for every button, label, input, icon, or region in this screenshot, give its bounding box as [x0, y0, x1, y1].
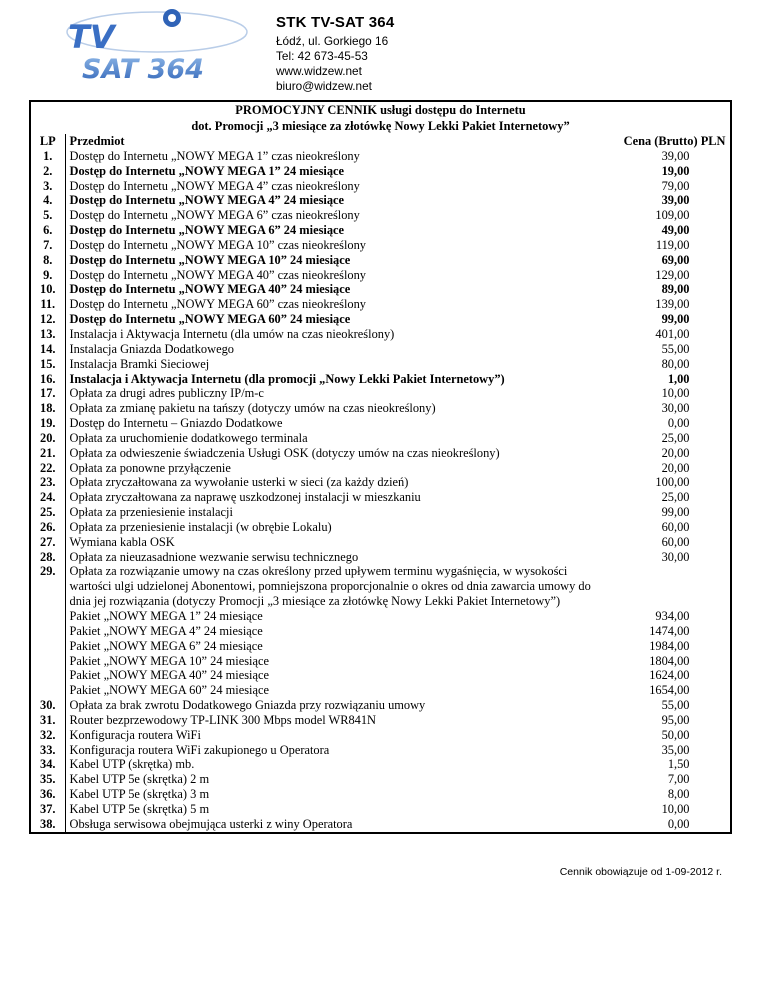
row-item: Kabel UTP (skrętka) mb.	[69, 757, 195, 772]
price-list-title	[31, 102, 730, 134]
row-item: Opłata zryczałtowana za naprawę uszkodzonej instalacji w mieszkaniu	[69, 490, 421, 505]
row-price: 0,00	[667, 816, 690, 831]
row-item: Instalacja i Aktywacja Internetu (dla umów na czas nieokreślony)	[69, 326, 395, 341]
row-price: 20,00	[661, 460, 690, 475]
header-price: Cena (Brutto) PLN	[623, 134, 726, 148]
row-item: Dostęp do Internetu „NOWY MEGA 10” 24 miesiące	[69, 252, 351, 267]
table-row	[31, 431, 730, 446]
row-item: Dostęp do Internetu „NOWY MEGA 4” 24 miesiące	[69, 193, 345, 208]
row-price: 10,00	[661, 386, 690, 401]
row-number: 27.	[31, 535, 65, 550]
title-line-2: dot. Promocji „3 miesiące za złotówkę Nowy Lekki Pakiet Internetowy”	[191, 118, 570, 133]
row-price: 1,50	[667, 757, 690, 772]
table-row	[31, 802, 730, 817]
header-lp: LP	[31, 134, 65, 149]
row-price: 0,00	[667, 416, 690, 431]
validity-note: Cennik obowiązuje od 1-09-2012 r.	[559, 866, 722, 878]
row-price: 1804,00	[649, 653, 690, 668]
table-row	[31, 639, 730, 654]
row-price: 80,00	[661, 356, 690, 371]
table-row	[31, 728, 730, 743]
letterhead	[0, 0, 768, 100]
table-row	[31, 312, 730, 327]
row-number: 1.	[31, 149, 65, 164]
row-item: Kabel UTP 5e (skrętka) 5 m	[69, 801, 210, 816]
row-number: 36.	[31, 787, 65, 802]
logo-text-bottom: SAT 364	[82, 54, 204, 85]
row-number	[31, 624, 65, 639]
table-row	[31, 668, 730, 683]
price-table-body	[31, 149, 730, 832]
row-number: 6.	[31, 223, 65, 238]
row-item: Router bezprzewodowy TP-LINK 300 Mbps model WR841N	[69, 712, 377, 727]
logo-text-top: TV	[68, 18, 115, 56]
row-number: 7.	[31, 238, 65, 253]
row-item: Opłata za przeniesienie instalacji	[69, 505, 233, 520]
row-item: Pakiet „NOWY MEGA 60” 24 miesiące	[69, 683, 269, 698]
row-item: Instalacja i Aktywacja Internetu (dla promocji „Nowy Lekki Pakiet Internetowy”)	[69, 371, 505, 386]
row-price: 1474,00	[649, 623, 690, 638]
row-price: 79,00	[661, 178, 690, 193]
row-item: Dostęp do Internetu „NOWY MEGA 60” 24 miesiące	[69, 312, 351, 327]
table-row	[31, 713, 730, 728]
table-row	[31, 179, 730, 194]
table-row	[31, 446, 730, 461]
row-price: 129,00	[655, 267, 690, 282]
row-price: 60,00	[661, 519, 690, 534]
row-price: 30,00	[661, 401, 690, 416]
row-item: Konfiguracja routera WiFi zakupionego u Operatora	[69, 742, 330, 757]
row-price: 20,00	[661, 445, 690, 460]
row-number: 19.	[31, 416, 65, 431]
row-item: Opłata za uruchomienie dodatkowego terminala	[69, 430, 308, 445]
row-price: 1654,00	[649, 683, 690, 698]
table-row	[31, 149, 730, 164]
row-price: 39,00	[661, 148, 690, 163]
row-price: 401,00	[655, 326, 690, 341]
table-row	[31, 164, 730, 179]
row-number: 14.	[31, 342, 65, 357]
company-email[interactable]: biuro@widzew.net	[276, 79, 372, 93]
row-item: Dostęp do Internetu „NOWY MEGA 40” czas nieokreślony	[69, 267, 366, 282]
row-item: Dostęp do Internetu „NOWY MEGA 10” czas nieokreślony	[69, 237, 366, 252]
row-item: Opłata za brak zwrotu Dodatkowego Gniazda przy rozwiązaniu umowy	[69, 698, 426, 713]
row-price: 99,00	[661, 505, 690, 520]
header-item: Przedmiot	[69, 134, 125, 148]
row-number: 13.	[31, 327, 65, 342]
row-number: 21.	[31, 446, 65, 461]
row-item: Opłata za rozwiązanie umowy na czas określony przed upływem terminu wygaśnięcia, w wysokości wartości ulgi udzielonej Abonentowi, pomniejszona proporcjonalnie o okres od dnia zawarcia umowy do dnia jej rozwiązania (dotyczy Promocji „3 miesiące za złotówkę Nowy Lekki Pakiet Internetowy”)	[69, 564, 591, 609]
row-number: 25.	[31, 505, 65, 520]
table-row	[31, 550, 730, 565]
row-number: 9.	[31, 268, 65, 283]
table-row	[31, 357, 730, 372]
row-price: 109,00	[655, 208, 690, 223]
row-number: 10.	[31, 282, 65, 297]
row-number	[31, 683, 65, 698]
row-price: 1624,00	[649, 668, 690, 683]
row-item: Pakiet „NOWY MEGA 6” 24 miesiące	[69, 638, 263, 653]
row-item: Opłata zryczałtowana za wywołanie usterki w sieci (za każdy dzień)	[69, 475, 409, 490]
table-row	[31, 208, 730, 223]
table-row	[31, 372, 730, 387]
row-price: 55,00	[661, 698, 690, 713]
row-price: 8,00	[667, 787, 690, 802]
table-row	[31, 683, 730, 698]
row-price: 1,00	[667, 371, 690, 386]
table-row	[31, 743, 730, 758]
table-header-row	[31, 134, 730, 149]
row-number: 30.	[31, 698, 65, 713]
table-row	[31, 461, 730, 476]
row-price: 60,00	[661, 534, 690, 549]
table-row	[31, 535, 730, 550]
row-item: Kabel UTP 5e (skrętka) 2 m	[69, 772, 210, 787]
row-price: 25,00	[661, 490, 690, 505]
row-item: Opłata za drugi adres publiczny IP/m-c	[69, 386, 264, 401]
row-number: 38.	[31, 817, 65, 832]
table-row	[31, 401, 730, 416]
table-row	[31, 787, 730, 802]
company-address: Łódź, ul. Gorkiego 16	[276, 34, 389, 48]
row-number: 17.	[31, 386, 65, 401]
company-website[interactable]: www.widzew.net	[276, 64, 362, 78]
title-line-1: PROMOCYJNY CENNIK usługi dostępu do Internetu	[235, 103, 526, 117]
row-price: 10,00	[661, 801, 690, 816]
row-number	[31, 654, 65, 669]
row-number: 20.	[31, 431, 65, 446]
row-number: 37.	[31, 802, 65, 817]
row-item: Dostęp do Internetu „NOWY MEGA 40” 24 miesiące	[69, 282, 351, 297]
row-item: Instalacja Bramki Sieciowej	[69, 356, 210, 371]
row-number: 15.	[31, 357, 65, 372]
table-row	[31, 757, 730, 772]
row-price: 1984,00	[649, 638, 690, 653]
row-number	[31, 668, 65, 683]
company-phone: Tel: 42 673-45-53	[276, 49, 368, 63]
row-price: 95,00	[661, 712, 690, 727]
table-row	[31, 282, 730, 297]
table-row	[31, 268, 730, 283]
row-item: Opłata za ponowne przyłączenie	[69, 460, 231, 475]
row-price: 49,00	[661, 223, 690, 238]
table-row	[31, 624, 730, 639]
row-number: 3.	[31, 179, 65, 194]
table-row	[31, 520, 730, 535]
row-item: Opłata za nieuzasadnione wezwanie serwisu technicznego	[69, 549, 359, 564]
table-row	[31, 416, 730, 431]
row-number: 24.	[31, 490, 65, 505]
row-price: 55,00	[661, 341, 690, 356]
row-item: Obsługa serwisowa obejmująca usterki z winy Operatora	[69, 816, 353, 831]
table-row	[31, 609, 730, 624]
row-price: 50,00	[661, 727, 690, 742]
row-number: 34.	[31, 757, 65, 772]
row-item: Dostęp do Internetu „NOWY MEGA 6” 24 miesiące	[69, 223, 345, 238]
company-info	[276, 14, 394, 94]
row-number: 26.	[31, 520, 65, 535]
table-row	[31, 386, 730, 401]
price-list	[29, 100, 732, 834]
row-price: 99,00	[661, 312, 690, 327]
row-price: 139,00	[655, 297, 690, 312]
row-price: 25,00	[661, 430, 690, 445]
row-number: 4.	[31, 193, 65, 208]
row-number: 22.	[31, 461, 65, 476]
table-row	[31, 698, 730, 713]
row-item: Dostęp do Internetu „NOWY MEGA 1” czas nieokreślony	[69, 148, 360, 163]
row-item: Dostęp do Internetu – Gniazdo Dodatkowe	[69, 416, 283, 431]
row-price: 119,00	[655, 237, 690, 252]
row-item: Pakiet „NOWY MEGA 10” 24 miesiące	[69, 653, 269, 668]
row-number	[31, 609, 65, 624]
company-name: STK TV-SAT 364	[276, 14, 395, 31]
row-item: Dostęp do Internetu „NOWY MEGA 1” 24 miesiące	[69, 163, 345, 178]
row-number: 11.	[31, 297, 65, 312]
table-row	[31, 772, 730, 787]
row-item: Opłata za zmianę pakietu na tańszy (dotyczy umów na czas nieokreślony)	[69, 401, 436, 416]
row-number	[31, 639, 65, 654]
table-row	[31, 342, 730, 357]
row-number: 31.	[31, 713, 65, 728]
row-item: Wymiana kabla OSK	[69, 534, 175, 549]
table-row	[31, 253, 730, 268]
row-number: 32.	[31, 728, 65, 743]
table-row	[31, 564, 730, 609]
row-number: 18.	[31, 401, 65, 416]
row-price: 100,00	[655, 475, 690, 490]
price-table	[31, 134, 730, 832]
row-item: Opłata za przeniesienie instalacji (w obrębie Lokalu)	[69, 519, 332, 534]
row-price: 19,00	[661, 163, 690, 178]
row-number: 28.	[31, 550, 65, 565]
table-row	[31, 193, 730, 208]
table-row	[31, 297, 730, 312]
row-price: 69,00	[661, 252, 690, 267]
row-item: Kabel UTP 5e (skrętka) 3 m	[69, 787, 210, 802]
row-number: 16.	[31, 372, 65, 387]
table-row	[31, 490, 730, 505]
table-row	[31, 238, 730, 253]
row-price: 35,00	[661, 742, 690, 757]
table-row	[31, 223, 730, 238]
row-number: 8.	[31, 253, 65, 268]
row-item: Dostęp do Internetu „NOWY MEGA 6” czas nieokreślony	[69, 208, 360, 223]
row-item: Instalacja Gniazda Dodatkowego	[69, 341, 234, 356]
table-row	[31, 475, 730, 490]
row-item: Pakiet „NOWY MEGA 40” 24 miesiące	[69, 668, 269, 683]
row-number: 33.	[31, 743, 65, 758]
row-item: Pakiet „NOWY MEGA 4” 24 miesiące	[69, 623, 263, 638]
row-number: 23.	[31, 475, 65, 490]
row-number: 29.	[31, 564, 65, 609]
row-item: Dostęp do Internetu „NOWY MEGA 60” czas nieokreślony	[69, 297, 366, 312]
row-number: 5.	[31, 208, 65, 223]
row-price: 89,00	[661, 282, 690, 297]
tv-sat-logo	[62, 6, 262, 86]
row-number: 35.	[31, 772, 65, 787]
row-item: Opłata za odwieszenie świadczenia Usługi OSK (dotyczy umów na czas nieokreślony)	[69, 445, 500, 460]
table-row	[31, 505, 730, 520]
row-number: 2.	[31, 164, 65, 179]
row-price	[615, 564, 730, 609]
table-row	[31, 817, 730, 832]
table-row	[31, 654, 730, 669]
row-price: 30,00	[661, 549, 690, 564]
row-item: Dostęp do Internetu „NOWY MEGA 4” czas nieokreślony	[69, 178, 360, 193]
row-price: 934,00	[655, 609, 690, 623]
row-item: Pakiet „NOWY MEGA 1” 24 miesiące	[69, 609, 263, 623]
table-row	[31, 327, 730, 342]
row-item: Konfiguracja routera WiFi	[69, 727, 201, 742]
row-number: 12.	[31, 312, 65, 327]
row-price: 7,00	[667, 772, 690, 787]
row-price: 39,00	[661, 193, 690, 208]
